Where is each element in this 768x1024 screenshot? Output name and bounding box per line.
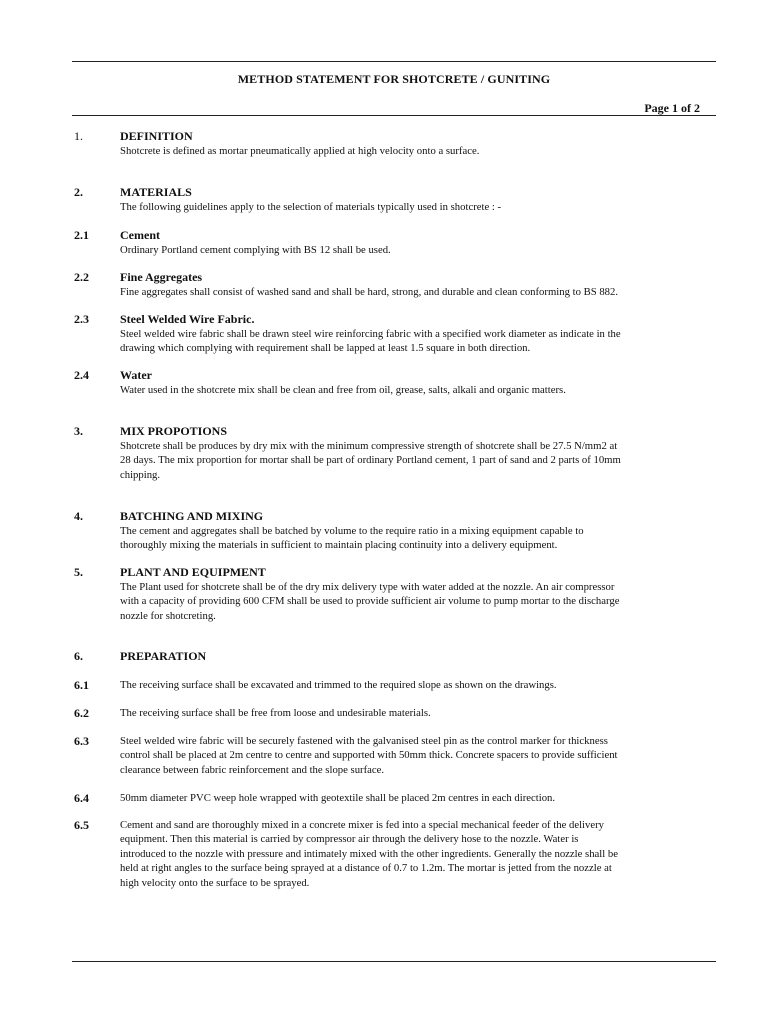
section-text — [120, 383, 712, 397]
footer-rule — [72, 961, 716, 962]
section-number: 3. — [74, 424, 83, 438]
section-text — [120, 678, 712, 692]
section-heading: Cement — [120, 228, 160, 242]
section-number: 6. — [74, 649, 83, 663]
text-line: control shall be placed at 2m centre to centre and supported with 50mm thick. Concrete spacers to provide sufficient — [120, 749, 618, 762]
section-6-preparation — [74, 649, 712, 664]
section-text — [120, 580, 712, 623]
text-line: Cement and sand are thoroughly mixed in a concrete mixer is fed into a special mechanical feeder of the delivery — [120, 819, 605, 831]
section-heading: BATCHING AND MIXING — [120, 509, 264, 523]
text-line: nozzle for shotcreting. — [120, 609, 216, 622]
section-6-3 — [74, 734, 712, 777]
text-line: The receiving surface shall be excavated and trimmed to the required slope as shown on the drawings. — [120, 679, 557, 691]
section-number: 2.4 — [74, 368, 89, 382]
section-number: 6.2 — [74, 706, 89, 720]
section-number: 2. — [74, 185, 83, 199]
section-number: 2.1 — [74, 228, 89, 242]
section-4-batching-and-mixing — [74, 509, 712, 553]
section-text — [120, 818, 712, 890]
section-heading: DEFINITION — [120, 129, 193, 143]
text-line: The Plant used for shotcrete shall be of the dry mix delivery type with water added at the nozzle. An air compressor — [120, 581, 615, 593]
section-2-2-fine-aggregates — [74, 270, 712, 299]
section-heading: PLANT AND EQUIPMENT — [120, 565, 266, 579]
section-text — [120, 734, 712, 777]
section-number: 6.1 — [74, 678, 89, 692]
section-number: 2.3 — [74, 312, 89, 326]
section-heading: Water — [120, 368, 152, 382]
section-heading: Fine Aggregates — [120, 270, 203, 284]
section-heading: MIX PROPOTIONS — [120, 424, 228, 438]
section-text — [120, 524, 712, 553]
text-line: Shotcrete is defined as mortar pneumatically applied at high velocity onto a surface. — [120, 145, 480, 157]
section-6-2 — [74, 706, 712, 720]
text-line: introduced to the nozzle with pressure and intimately mixed with the other ingredients. Generally the nozzle shall be — [120, 847, 619, 860]
section-heading: PREPARATION — [120, 649, 207, 663]
section-number: 2.2 — [74, 270, 89, 284]
text-line: Shotcrete shall be produces by dry mix with the minimum compressive strength of shotcrete shall be 27.5 N/mm2 at — [120, 440, 618, 452]
section-text — [120, 791, 712, 805]
header-rule — [72, 115, 716, 116]
section-6-4 — [74, 791, 712, 805]
text-line: held at right angles to the surface being sprayed at a distance of 0.7 to 1.2m. The mortar is jetted from the nozzle at — [120, 862, 612, 875]
text-line: drawing which complying with requirement shall be lapped at least 1.5 square in both direction. — [120, 342, 531, 355]
text-line: with a capacity of providing 600 CFM shall be used to provide sufficient air volume to pump mortar to the discharge — [120, 595, 620, 608]
text-line: Fine aggregates shall consist of washed sand and shall be hard, strong, and durable and clean conforming to BS 882. — [120, 286, 619, 298]
section-text — [120, 144, 712, 158]
text-line: equipment. Then this material is carried by compressor air through the delivery hose to the nozzle. Water is — [120, 833, 579, 846]
section-2-4-water — [74, 368, 712, 397]
section-1-definition — [74, 129, 712, 158]
section-text — [120, 200, 712, 214]
section-number: 5. — [74, 565, 83, 579]
text-line: high velocity onto the surface to be sprayed. — [120, 876, 310, 889]
section-number: 6.4 — [74, 791, 89, 805]
section-text — [120, 327, 712, 356]
text-line: Ordinary Portland cement complying with BS 12 shall be used. — [120, 244, 391, 256]
section-text — [120, 243, 712, 257]
text-line: The receiving surface shall be free from loose and undesirable materials. — [120, 707, 431, 719]
section-3-mix-propotions — [74, 424, 712, 482]
section-text — [120, 706, 712, 720]
section-number: 1. — [74, 129, 83, 143]
text-line: Water used in the shotcrete mix shall be clean and free from oil, grease, salts, alkali and organic matters. — [120, 384, 566, 396]
section-5-plant-and-equipment — [74, 565, 712, 623]
document-title: METHOD STATEMENT FOR SHOTCRETE / GUNITING — [237, 72, 551, 86]
section-6-5 — [74, 818, 712, 890]
section-2-materials — [74, 185, 712, 214]
text-line: chipping. — [120, 468, 161, 481]
section-6-1 — [74, 678, 712, 692]
text-line: clearance between fabric reinforcement and the slope surface. — [120, 763, 385, 776]
section-text — [120, 439, 712, 482]
section-2-1-cement — [74, 228, 712, 257]
section-heading: Steel Welded Wire Fabric. — [120, 312, 255, 326]
section-number: 6.5 — [74, 818, 89, 832]
section-2-3-steel-welded-wire-fabric — [74, 312, 712, 356]
text-line: The following guidelines apply to the selection of materials typically used in shotcrete : - — [120, 201, 502, 213]
text-line: Steel welded wire fabric shall be drawn steel wire reinforcing fabric with a specified work diameter as indicate in the — [120, 328, 621, 340]
text-line: 28 days. The mix proportion for mortar shall be part of ordinary Portland cement, 1 part of sand and 2 parts of 10mm — [120, 454, 621, 467]
text-line: thoroughly mixing the materials in sufficient to maintain placing continuity into a delivery equipment. — [120, 539, 558, 552]
section-number: 6.3 — [74, 734, 89, 748]
text-line: Steel welded wire fabric will be securely fastened with the galvanised steel pin as the control marker for thickness — [120, 735, 608, 747]
section-text — [120, 285, 712, 299]
section-heading: MATERIALS — [120, 185, 192, 199]
text-line: The cement and aggregates shall be batched by volume to the require ratio in a mixing equipment capable to — [120, 525, 584, 537]
section-number: 4. — [74, 509, 83, 523]
text-line: 50mm diameter PVC weep hole wrapped with geotextile shall be placed 2m centres in each direction. — [120, 792, 556, 804]
page-number: Page 1 of 2 — [644, 101, 700, 115]
top-rule — [72, 61, 716, 62]
